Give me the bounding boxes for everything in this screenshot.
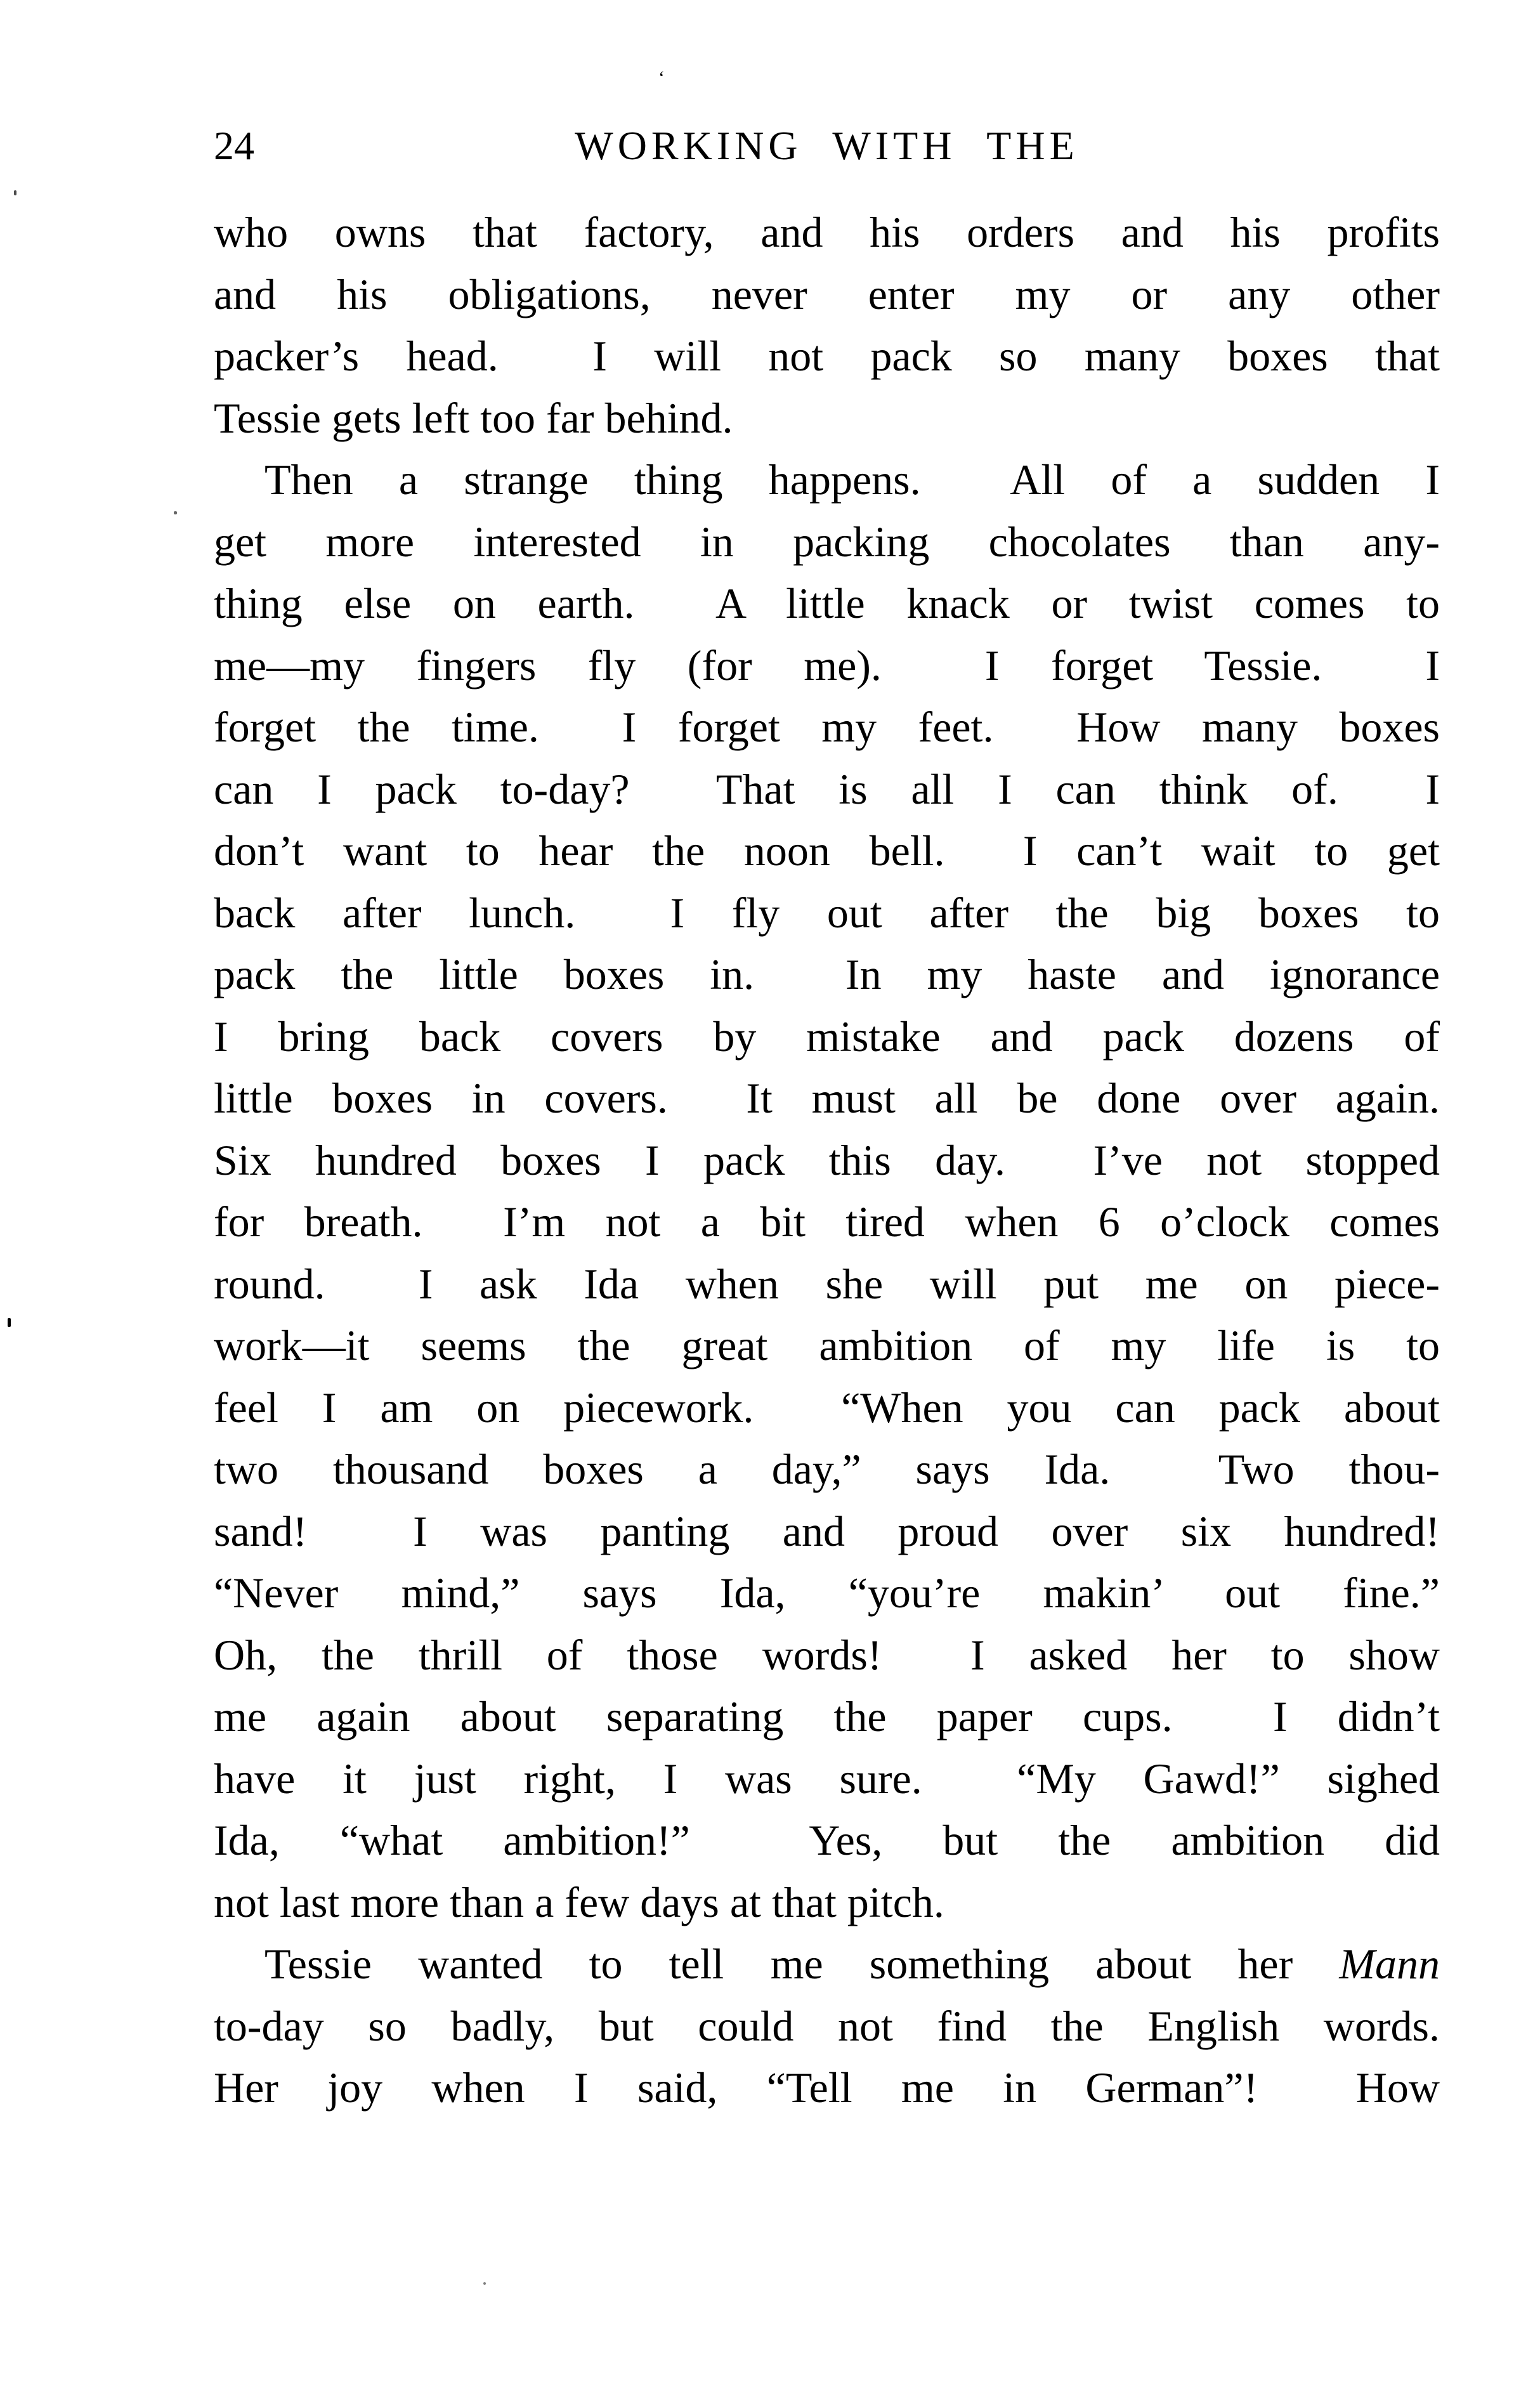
text-line: little boxes in covers. It must all be done over again. [214, 1074, 1440, 1122]
text-line: to-day so badly, but could not find the English words. [214, 2001, 1440, 2050]
page-number: 24 [214, 123, 254, 168]
scan-artifact [14, 190, 16, 195]
text-line: I bring back covers by mistake and pack dozens of [214, 1012, 1440, 1061]
text-line [214, 1933, 1440, 1996]
text-line: can I pack to-day? That is all I can think of. I [214, 764, 1440, 813]
scan-artifact [483, 2282, 486, 2285]
text-line: Then a strange thing happens. All of a sudden I [264, 455, 1440, 504]
scan-artifact [8, 1318, 11, 1327]
text-line: don’t want to hear the noon bell. I can’t wait to get [214, 826, 1440, 875]
scan-artifact [174, 511, 177, 514]
text-line: Oh, the thrill of those words! I asked her to show [214, 1630, 1440, 1679]
text-line: two thousand boxes a day,” says Ida. Two thou- [214, 1445, 1440, 1493]
text-line: work—it seems the great ambition of my life is to [214, 1321, 1440, 1369]
text-line: have it just right, I was sure. “My Gawd!” sighed [214, 1754, 1440, 1803]
text-line: for breath. I’m not a bit tired when 6 o’clock comes [214, 1198, 1440, 1246]
text-line: Her joy when I said, “Tell me in German”! How [214, 2063, 1440, 2112]
text-line: and his obligations, never enter my or any other [214, 270, 1440, 318]
text-line: get more interested in packing chocolates than any- [214, 517, 1440, 566]
text-line: feel I am on piecework. “When you can pack about [214, 1383, 1440, 1432]
text-line: forget the time. I forget my feet. How many boxes [214, 703, 1440, 751]
text-line: thing else on earth. A little knack or twist comes to [214, 579, 1440, 627]
page-header-title: WORKING WITH THE [575, 123, 1079, 168]
text-line: round. I ask Ida when she will put me on piece- [214, 1259, 1440, 1308]
text-line: “Never mind,” says Ida, “you’re makin’ out fine.” [214, 1569, 1440, 1617]
text-line: packer’s head. I will not pack so many boxes that [214, 332, 1440, 380]
text-line: back after lunch. I fly out after the big boxes to [214, 888, 1440, 937]
scan-artifact: ‘ [658, 67, 665, 88]
running-header [214, 121, 1440, 171]
body-text [214, 202, 1440, 2119]
text-line: Tessie gets left too far behind. [214, 393, 733, 442]
text-line: sand! I was panting and proud over six hundred! [214, 1506, 1440, 1555]
text-line: Six hundred boxes I pack this day. I’ve not stopped [214, 1135, 1440, 1184]
text-line: Ida, “what ambition!” Yes, but the ambition did [214, 1816, 1440, 1864]
text-line: who owns that factory, and his orders and his profits [214, 208, 1440, 256]
text-line: not last more than a few days at that pitch. [214, 1878, 944, 1926]
text-segment: Tessie wanted to tell me something about her [264, 1940, 1293, 1988]
text-line: me—my fingers fly (for me). I forget Tessie. I [214, 641, 1440, 689]
text-line: me again about separating the paper cups. I didn’t [214, 1692, 1440, 1741]
text-line: pack the little boxes in. In my haste and ignorance [214, 950, 1440, 998]
italic-word-mann: Mann [1339, 1940, 1440, 1988]
